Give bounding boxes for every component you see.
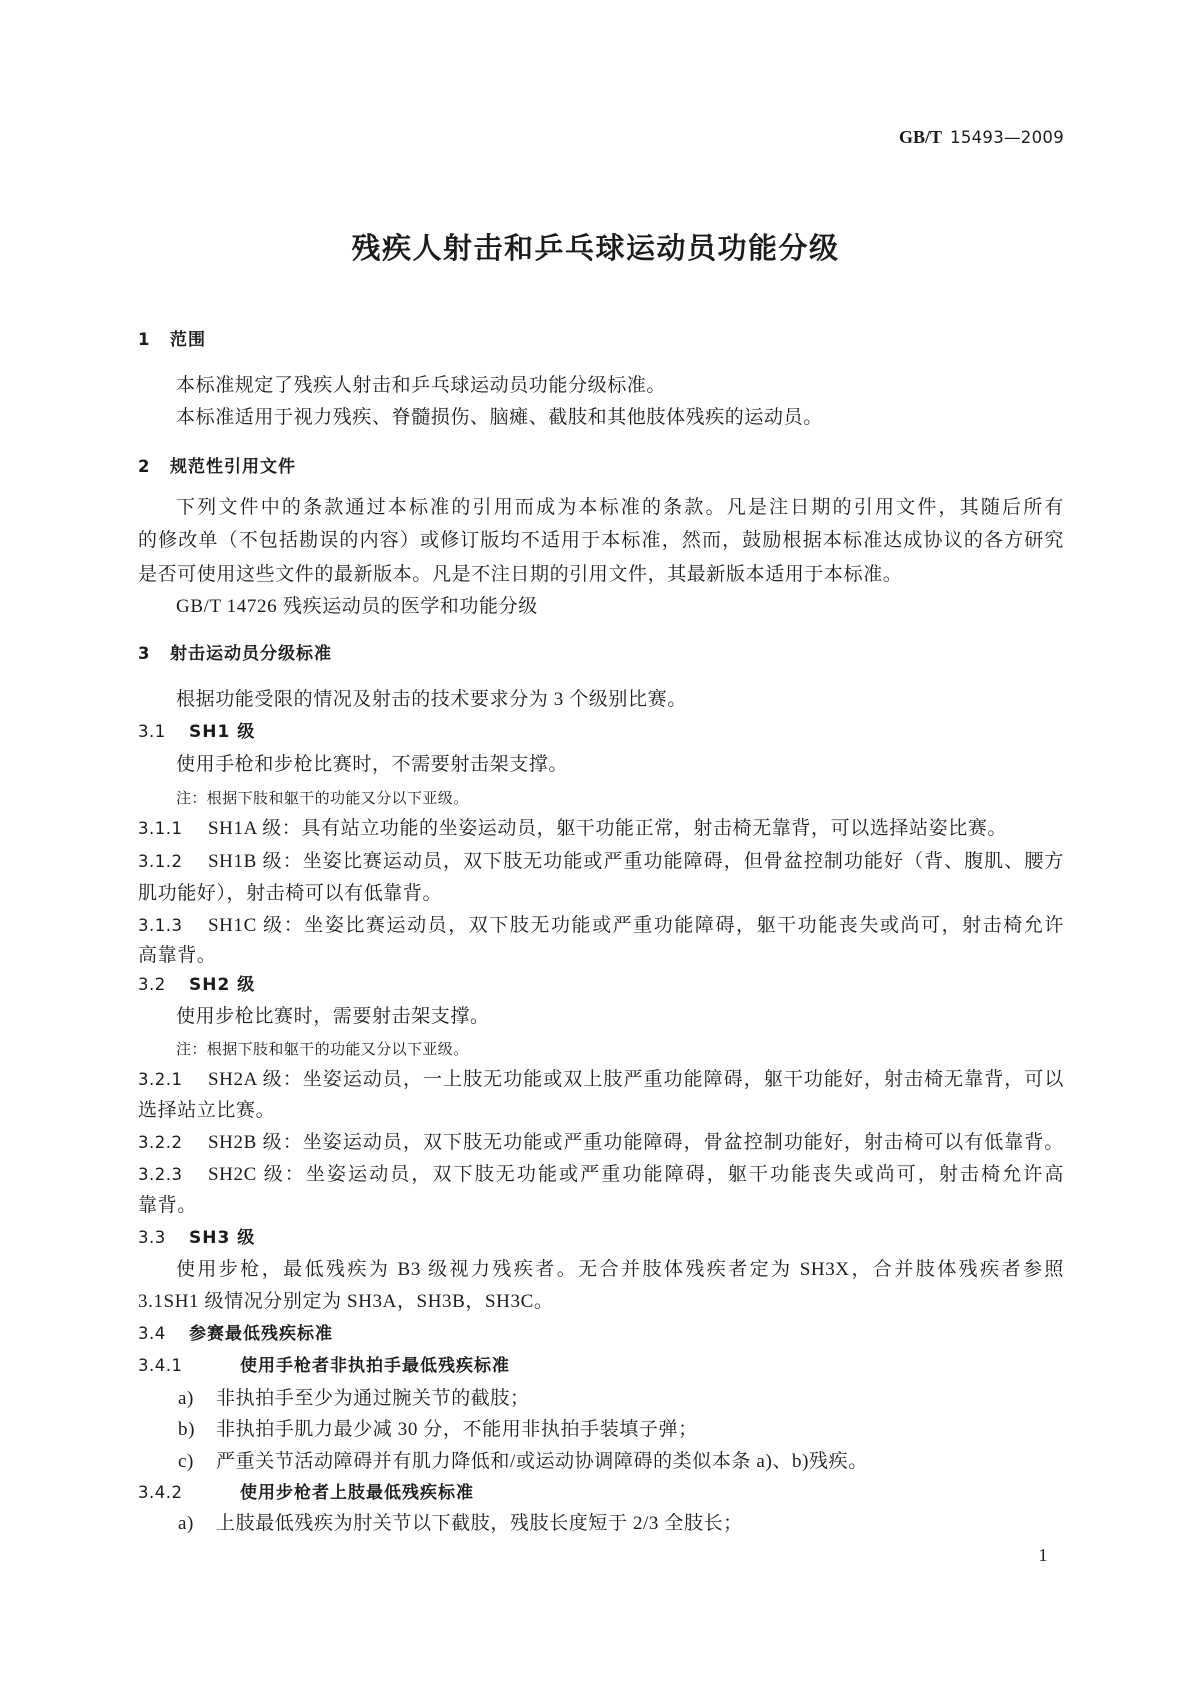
list-item-label: b) bbox=[178, 1419, 196, 1440]
clause-3-4-1-heading bbox=[138, 1355, 1064, 1377]
clause-3-1-3 bbox=[138, 915, 1064, 937]
section-2-heading bbox=[138, 456, 1064, 478]
clause-3-2-1 bbox=[138, 1069, 1064, 1091]
clause-text: SH1A 级：具有站立功能的坐姿运动员，躯干功能正常，射击椅无靠背，可以选择站姿比赛。 bbox=[208, 818, 1008, 839]
paragraph-line: 下列文件中的条款通过本标准的引用而成为本标准的条款。凡是注日期的引用文件，其随后所有 bbox=[176, 497, 1064, 518]
subsection-number: 3.3 bbox=[138, 1228, 166, 1247]
clause-number: 3.4.1 bbox=[138, 1356, 183, 1375]
reference-code: GB/T 14726 bbox=[176, 596, 278, 617]
document-title: 残疾人射击和乒乓球运动员功能分级 bbox=[351, 231, 840, 265]
standard-code-number: 15493—2009 bbox=[950, 128, 1064, 147]
clause-text: SH2A 级：坐姿运动员，一上肢无功能或双上肢严重功能障碍，躯干功能好，射击椅无靠背，可以 bbox=[208, 1069, 1064, 1090]
clause-3-1-1 bbox=[138, 818, 1064, 840]
subsection-title: SH1 级 bbox=[189, 722, 256, 742]
list-item bbox=[178, 1513, 1064, 1535]
section-title: 射击运动员分级标准 bbox=[170, 644, 332, 664]
clause-number: 3.1.3 bbox=[138, 916, 183, 935]
clause-title: 使用步枪者上肢最低残疾标准 bbox=[240, 1483, 474, 1503]
section-3-heading bbox=[138, 643, 1064, 665]
clause-3-2-3 bbox=[138, 1164, 1064, 1186]
list-item bbox=[178, 1388, 1064, 1410]
paragraph: 根据功能受限的情况及射击的技术要求分为 3 个级别比赛。 bbox=[176, 689, 687, 710]
clause-title: 使用手枪者非执拍手最低残疾标准 bbox=[240, 1356, 510, 1376]
clause-text: SH1C 级：坐姿比赛运动员，双下肢无功能或严重功能障碍，躯干功能丧失或尚可，射击椅允许 bbox=[208, 915, 1064, 936]
subsection-title: SH3 级 bbox=[189, 1228, 256, 1248]
page-number: 1 bbox=[1038, 1545, 1048, 1565]
section-title: 范围 bbox=[170, 330, 206, 350]
clause-continuation: 高靠背。 bbox=[138, 945, 217, 966]
subsection-number: 3.1 bbox=[138, 722, 166, 741]
section-number: 1 bbox=[138, 330, 150, 349]
reference-title: 残疾运动员的医学和功能分级 bbox=[283, 596, 538, 617]
clause-continuation: 选择站立比赛。 bbox=[138, 1100, 276, 1121]
subsection-title: SH2 级 bbox=[189, 975, 256, 995]
subsection-3-2-heading bbox=[138, 974, 1064, 996]
subsection-number: 3.4 bbox=[138, 1324, 166, 1343]
subsection-3-1-heading bbox=[138, 721, 1064, 743]
clause-number: 3.1.1 bbox=[138, 819, 183, 838]
standard-code-prefix: GB/T bbox=[899, 127, 943, 147]
paragraph: 使用步枪比赛时，需要射击架支撑。 bbox=[176, 1006, 490, 1027]
paragraph-line: 3.1SH1 级情况分别定为 SH3A，SH3B，SH3C。 bbox=[138, 1291, 554, 1312]
paragraph: 使用手枪和步枪比赛时，不需要射击架支撑。 bbox=[176, 754, 569, 775]
clause-number: 3.4.2 bbox=[138, 1483, 183, 1502]
standard-code-header bbox=[899, 126, 1064, 149]
list-item-text: 非执拍手至少为通过腕关节的截肢； bbox=[216, 1388, 530, 1409]
clause-number: 3.2.2 bbox=[138, 1133, 183, 1152]
note: 注：根据下肢和躯干的功能又分以下亚级。 bbox=[176, 1042, 469, 1058]
clause-text: SH1B 级：坐姿比赛运动员，双下肢无功能或严重功能障碍，但骨盆控制功能好（背、腹肌、腰方 bbox=[208, 851, 1064, 872]
normative-reference bbox=[176, 596, 1064, 618]
list-item-text: 上肢最低残疾为肘关节以下截肢，残肢长度短于 2/3 全肢长； bbox=[216, 1513, 743, 1534]
paragraph: 本标准规定了残疾人射击和乒乓球运动员功能分级标准。 bbox=[176, 375, 667, 396]
clause-continuation: 靠背。 bbox=[138, 1195, 197, 1216]
list-item bbox=[178, 1419, 1064, 1441]
clause-3-2-2 bbox=[138, 1132, 1064, 1154]
list-item-text: 非执拍手肌力最少减 30 分，不能用非执拍手装填子弹； bbox=[216, 1419, 698, 1440]
clause-number: 3.2.3 bbox=[138, 1165, 183, 1184]
paragraph-line: 使用步枪，最低残疾为 B3 级视力残疾者。无合并肢体残疾者定为 SH3X，合并肢体残疾者参照 bbox=[176, 1259, 1064, 1280]
clause-3-4-2-heading bbox=[138, 1482, 1064, 1504]
clause-3-1-2 bbox=[138, 851, 1064, 873]
paragraph-line: 的修改单（不包括勘误的内容）或修订版均不适用于本标准，然而，鼓励根据本标准达成协议的各方研究 bbox=[138, 530, 1064, 551]
clause-number: 3.2.1 bbox=[138, 1070, 183, 1089]
subsection-3-3-heading bbox=[138, 1227, 1064, 1249]
subsection-number: 3.2 bbox=[138, 975, 166, 994]
section-number: 3 bbox=[138, 644, 150, 663]
list-item-text: 严重关节活动障碍并有肌力降低和/或运动协调障碍的类似本条 a)、b)残疾。 bbox=[216, 1451, 868, 1472]
subsection-title: 参赛最低残疾标准 bbox=[189, 1324, 333, 1344]
list-item-label: a) bbox=[178, 1388, 194, 1409]
clause-text: SH2C 级：坐姿运动员，双下肢无功能或严重功能障碍，躯干功能丧失或尚可，射击椅允许高 bbox=[208, 1164, 1064, 1185]
list-item-label: c) bbox=[178, 1451, 194, 1472]
section-number: 2 bbox=[138, 457, 150, 476]
section-title: 规范性引用文件 bbox=[170, 457, 296, 477]
clause-text: SH2B 级：坐姿运动员，双下肢无功能或严重功能障碍，骨盆控制功能好，射击椅可以有低靠背。 bbox=[208, 1132, 1064, 1153]
paragraph-line: 是否可使用这些文件的最新版本。凡是不注日期的引用文件，其最新版本适用于本标准。 bbox=[138, 564, 903, 585]
paragraph: 本标准适用于视力残疾、脊髓损伤、脑瘫、截肢和其他肢体残疾的运动员。 bbox=[176, 407, 823, 428]
list-item-label: a) bbox=[178, 1513, 194, 1534]
note: 注：根据下肢和躯干的功能又分以下亚级。 bbox=[176, 791, 469, 807]
clause-continuation: 肌功能好），射击椅可以有低靠背。 bbox=[138, 883, 443, 904]
list-item bbox=[178, 1451, 1064, 1473]
subsection-3-4-heading bbox=[138, 1323, 1064, 1345]
clause-number: 3.1.2 bbox=[138, 852, 183, 871]
section-1-heading bbox=[138, 329, 1064, 351]
